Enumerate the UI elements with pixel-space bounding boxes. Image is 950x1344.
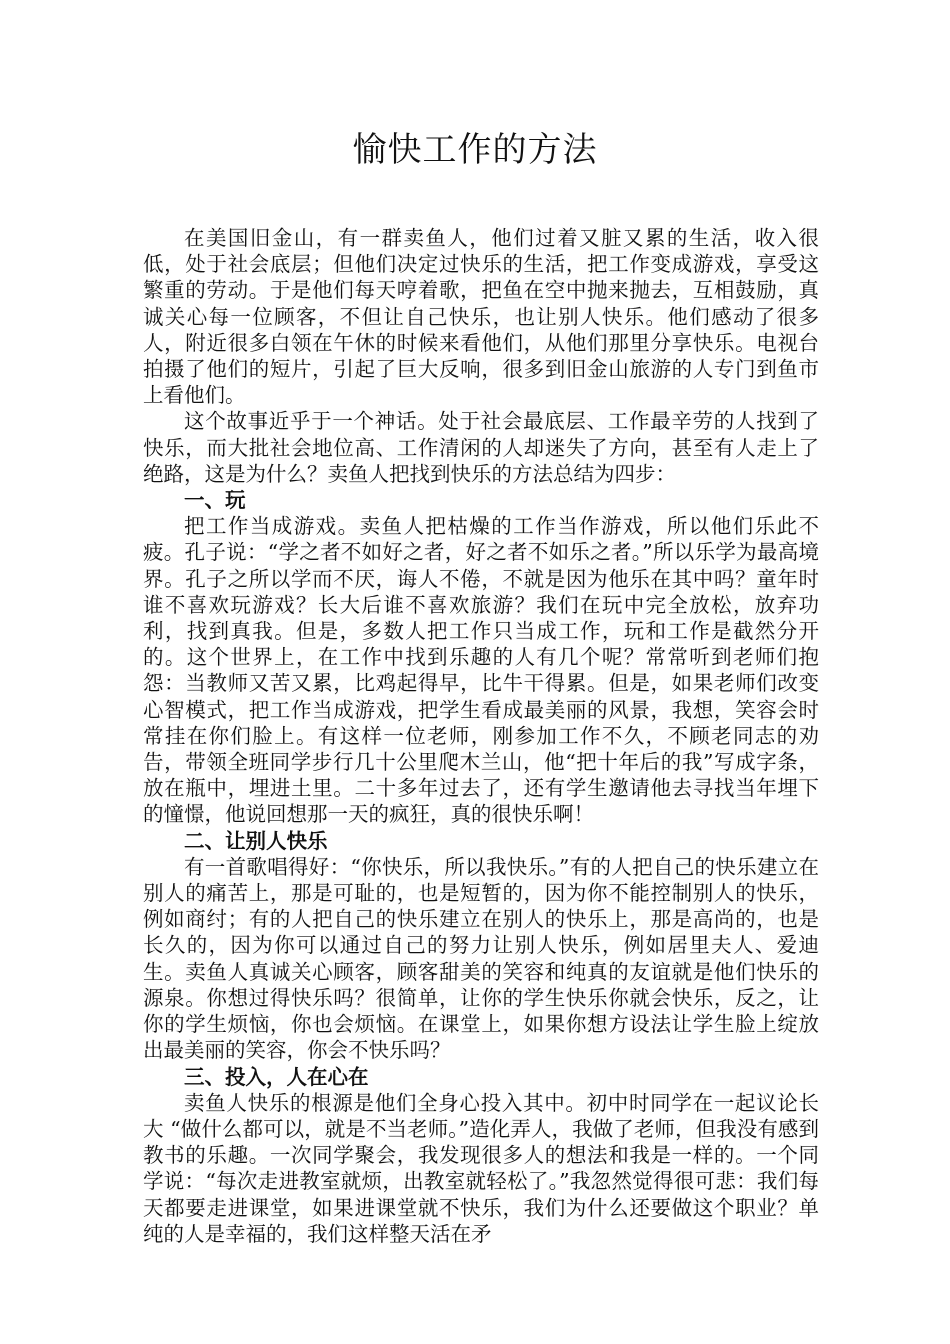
paragraph-question: 这个故事近乎于一个神话。处于社会最底层、工作最辛劳的人找到了快乐，而大批社会地位高、工作清闲的人却迷失了方向，甚至有人走上了绝路，这是为什么？卖鱼人把找到快乐的方法总结为四步：	[143, 409, 819, 486]
paragraph-play: 把工作当成游戏。卖鱼人把枯燥的工作当作游戏，所以他们乐此不疲。孔子说：“学之者不如好之者，好之者不如乐之者。”所以乐学为最高境界。孔子之所以学而不厌，诲人不倦，不就是因为他乐在其中吗？童年时谁不喜欢玩游戏？长大后谁不喜欢旅游？我们在玩中完全放松，放弃功利，找到真我。但是，多数人把工作只当成工作，玩和工作是截然分开的。这个世界上，在工作中找到乐趣的人有几个呢？常常听到老师们抱怨：当教师又苦又累，比鸡起得早，比牛干得累。但是，如果老师们改变心智模式，把工作当成游戏，把学生看成最美丽的风景，我想，笑容会时常挂在你们脸上。有这样一位老师，刚参加工作不久，不顾老同志的劝告，带领全班同学步行几十公里爬木兰山，他“把十年后的我”写成字条，放在瓶中，埋进土里。二十多年过去了，还有学生邀请他去寻找当年埋下的憧憬，他说回想那一天的疯狂，真的很快乐啊！	[143, 514, 819, 827]
paragraph-engagement: 卖鱼人快乐的根源是他们全身心投入其中。初中时同学在一起议论长大 “做什么都可以，就是不当老师。”造化弄人，我做了老师，但我没有感到教书的乐趣。一次同学聚会，我发现很多人的想法和我是一样的。一个同学说：“每次走进教室就烦，出教室就轻松了。”我忽然觉得很可悲：我们每天都要走进课堂，如果进课堂就不快乐，我们为什么还要做这个职业？单纯的人是幸福的，我们这样整天活在矛	[143, 1090, 819, 1246]
section-heading-make-others-happy: 二、让别人快乐	[184, 828, 328, 853]
paragraph-intro: 在美国旧金山，有一群卖鱼人，他们过着又脏又累的生活，收入很低，处于社会底层；但他们决定过快乐的生活，把工作变成游戏，享受这繁重的劳动。于是他们每天哼着歌，把鱼在空中抛来抛去，互相鼓励，真诚关心每一位顾客，不但让自己快乐，也让别人快乐。他们感动了很多人，附近很多白领在午休的时候来看他们，从他们那里分享快乐。电视台拍摄了他们的短片，引起了巨大反响，很多到旧金山旅游的人专门到鱼市上看他们。	[143, 226, 819, 408]
paragraph-make-others-happy: 有一首歌唱得好：“你快乐，所以我快乐。”有的人把自己的快乐建立在别人的痛苦上，那是可耻的，也是短暂的，因为你不能控制别人的快乐，例如商纣；有的人把自己的快乐建立在别人的快乐上，那是高尚的，也是长久的，因为你可以通过自己的努力让别人快乐，例如居里夫人、爱迪生。卖鱼人真诚关心顾客，顾客甜美的笑容和纯真的友谊就是他们快乐的源泉。你想过得快乐吗？很简单，让你的学生快乐你就会快乐，反之，让你的学生烦恼，你也会烦恼。在课堂上，如果你想方设法让学生脸上绽放出最美丽的笑容，你会不快乐吗？	[143, 854, 819, 1063]
document-body	[143, 225, 819, 1247]
document-title: 愉快工作的方法	[352, 130, 598, 170]
section-heading-engagement: 三、投入，人在心在	[184, 1064, 369, 1089]
section-heading-play: 一、玩	[184, 488, 246, 513]
